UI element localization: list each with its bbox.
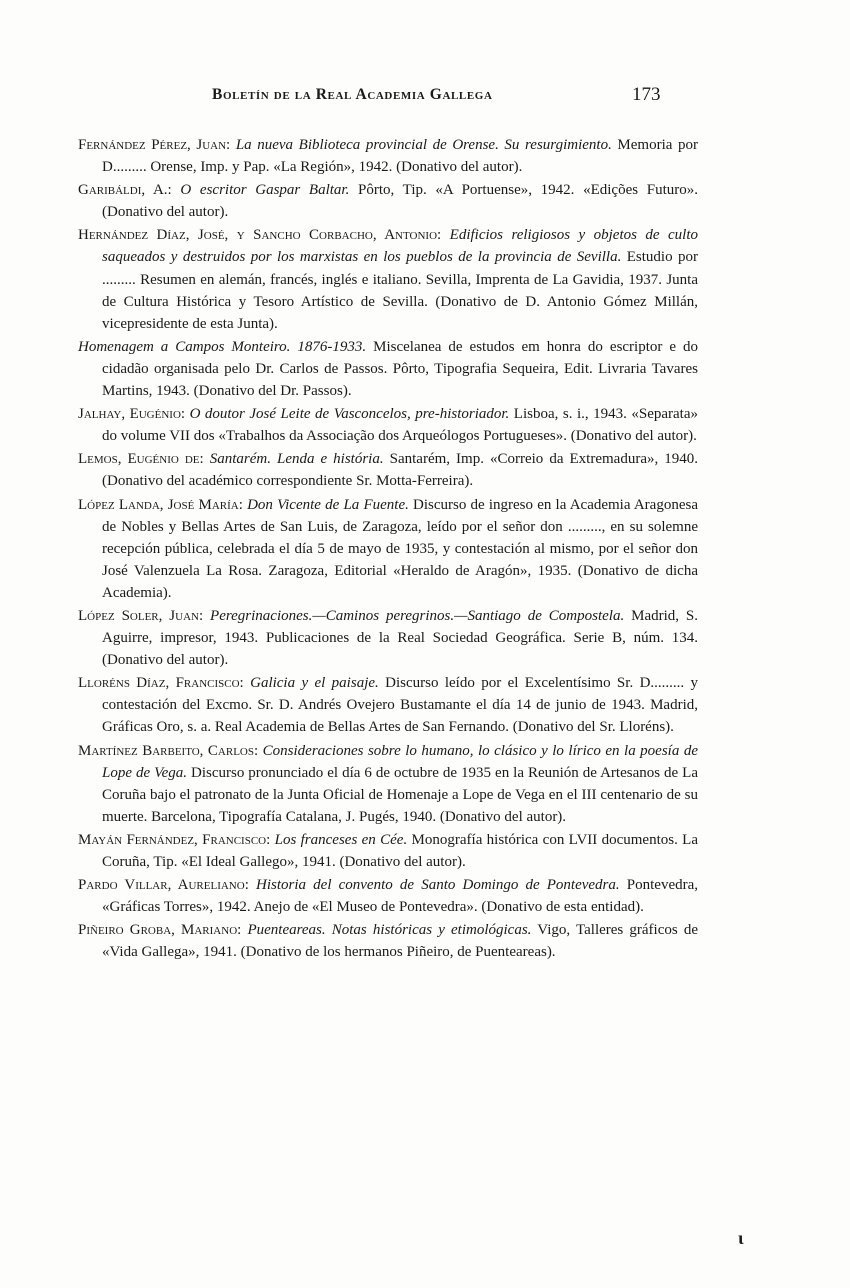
entry-details: Memoria por D......... Orense, Imp. y Pap. «La Región», 1942. (Donativo del autor). [102, 137, 698, 176]
entry-author: Lemos, Eugénio de: [78, 451, 204, 468]
bibliography-entry [78, 336, 698, 402]
bibliography-entry [78, 448, 698, 492]
entry-details: Vigo, Talleres gráficos de «Vida Gallega», 1941. (Donativo de los hermanos Piñeiro, de Puenteareas). [102, 922, 698, 961]
entry-details: Discurso leído por el Excelentísimo Sr. D......... y contestación del Excmo. Sr. D. Andrés Ovejero Bustamante el día 14 de junio de 1943. Madrid, Gráficas Oro, s. a. Real Academia de Bellas Artes de San Fernando. (Donativo del Sr. Lloréns). [102, 675, 699, 736]
entry-title: Galicia y el paisaje. [250, 675, 379, 692]
entry-title: Edificios religiosos y objetos de culto saqueados y destruidos por los marxistas en los pueblos de la provincia de Sevilla. [102, 227, 699, 266]
entry-title: Historia del convento de Santo Domingo de Pontevedra. [256, 877, 620, 894]
ink-mark: ɩ [738, 1228, 744, 1248]
entry-details: Miscelanea de estudos em honra do escriptor e do cidadão organisada pelo Dr. Carlos de Passos. Pôrto, Tipografia Sequeira, Edit. Livraria Tavares Martins, 1943. (Donativo del Dr. Passos). [102, 338, 698, 400]
entry-details: Discurso de ingreso en la Academia Aragonesa de Nobles y Bellas Artes de San Luis, de Zaragoza, leído por el señor don ........., en su solemne recepción pública, celebrada el día 5 de mayo de 1935, y contestación al mismo, por el señor don José Valenzuela La Rosa. Zaragoza, Editorial «Heraldo de Aragón», 1935. (Donativo de dicha Academia). [102, 496, 698, 601]
bibliography-entry [78, 134, 698, 178]
entry-details: Pôrto, Tip. «A Portuense», 1942. «Edições Futuro». (Donativo del autor). [102, 182, 698, 221]
entry-author: Martínez Barbeito, Carlos: [78, 742, 259, 759]
bibliography-entry [78, 179, 698, 223]
bibliography-list [78, 134, 698, 964]
entry-title: Santarém. Lenda e história. [209, 451, 384, 468]
entry-author: Mayán Fernández, Francisco: [78, 831, 271, 848]
entry-title: Homenagem a Campos Monteiro. 1876-1933. [78, 338, 367, 355]
entry-author: Hernández Díaz, José, y Sancho Corbacho, Antonio: [78, 227, 442, 244]
entry-author: Lloréns Díaz, Francisco: [78, 675, 244, 692]
entry-author: Garibáldi, A.: [78, 182, 172, 199]
journal-title: Boletín de la Real Academia Gallega [212, 86, 493, 103]
entry-author: López Soler, Juan: [78, 607, 204, 624]
bibliography-entry [78, 919, 698, 963]
entry-details: Madrid, S. Aguirre, impresor, 1943. Publicaciones de la Real Sociedad Geográfica. Serie B, núm. 134. (Donativo del autor). [102, 607, 699, 669]
entry-details: Estudio por ......... Resumen en alemán, francés, inglés e italiano. Sevilla, Imprenta de La Gavidia, 1937. Junta de Cultura Histórica y Tesoro Artístico de Sevilla. (Donativo de D. Antonio Gómez Millán, vicepresidente de esta Junta). [102, 249, 698, 332]
bibliography-entry [78, 605, 698, 671]
entry-author: Piñeiro Groba, Mariano: [78, 922, 242, 939]
entry-title: Don Vicente de La Fuente. [247, 496, 409, 513]
entry-details: Monografía histórica con LVII documentos. La Coruña, Tip. «El Ideal Gallego», 1941. (Donativo del autor). [102, 831, 699, 870]
bibliography-entry [78, 224, 698, 334]
entry-details: Lisboa, s. i., 1943. «Separata» do volume VII dos «Trabalhos da Associação dos Arqueólogos Portugueses». (Donativo del autor). [102, 406, 699, 445]
entry-title: Consideraciones sobre lo humano, lo clásico y lo lírico en la poesía de Lope de Vega. [102, 742, 698, 781]
entry-details: Discurso pronunciado el día 6 de octubre de 1935 en la Reunión de Artesanos de La Coruña bajo el patronato de la Junta Oficial de Homenaje a Lope de Vega en el III centenario de su muerte. Barcelona, Tipografía Catalana, J. Pugés, 1940. (Donativo del autor). [102, 764, 698, 825]
entry-details: Santarém, Imp. «Correio da Extremadura», 1940. (Donativo del académico correspondiente Sr. Motta-Ferreira). [102, 451, 698, 490]
entry-author: Pardo Villar, Aureliano: [78, 877, 249, 894]
running-header [0, 84, 850, 114]
entry-title: Los franceses en Cée. [274, 831, 408, 848]
entry-author: López Landa, José María: [78, 496, 243, 513]
page-number: 173 [632, 84, 661, 105]
entry-title: O doutor José Leite de Vasconcelos, pre-historiador. [189, 406, 510, 423]
bibliography-entry [78, 829, 698, 873]
entry-title: Puenteareas. Notas históricas y etimológicas. [247, 922, 532, 939]
bibliography-entry [78, 874, 698, 918]
entry-title: Peregrinaciones.—Caminos peregrinos.—Santiago de Compostela. [210, 607, 625, 624]
entry-title: O escritor Gaspar Baltar. [180, 182, 350, 199]
entry-author: Jalhay, Eugénio: [78, 406, 186, 423]
entry-details: Pontevedra, «Gráficas Torres», 1942. Anejo de «El Museo de Pontevedra». (Donativo de esta entidad). [102, 877, 699, 916]
bibliography-entry [78, 494, 698, 604]
entry-title: La nueva Biblioteca provincial de Orense. Su resurgimiento. [235, 137, 612, 153]
entry-author: Fernández Pérez, Juan: [78, 137, 231, 153]
bibliography-entry [78, 403, 698, 447]
bibliography-entry [78, 740, 698, 828]
bibliography-entry [78, 672, 698, 738]
